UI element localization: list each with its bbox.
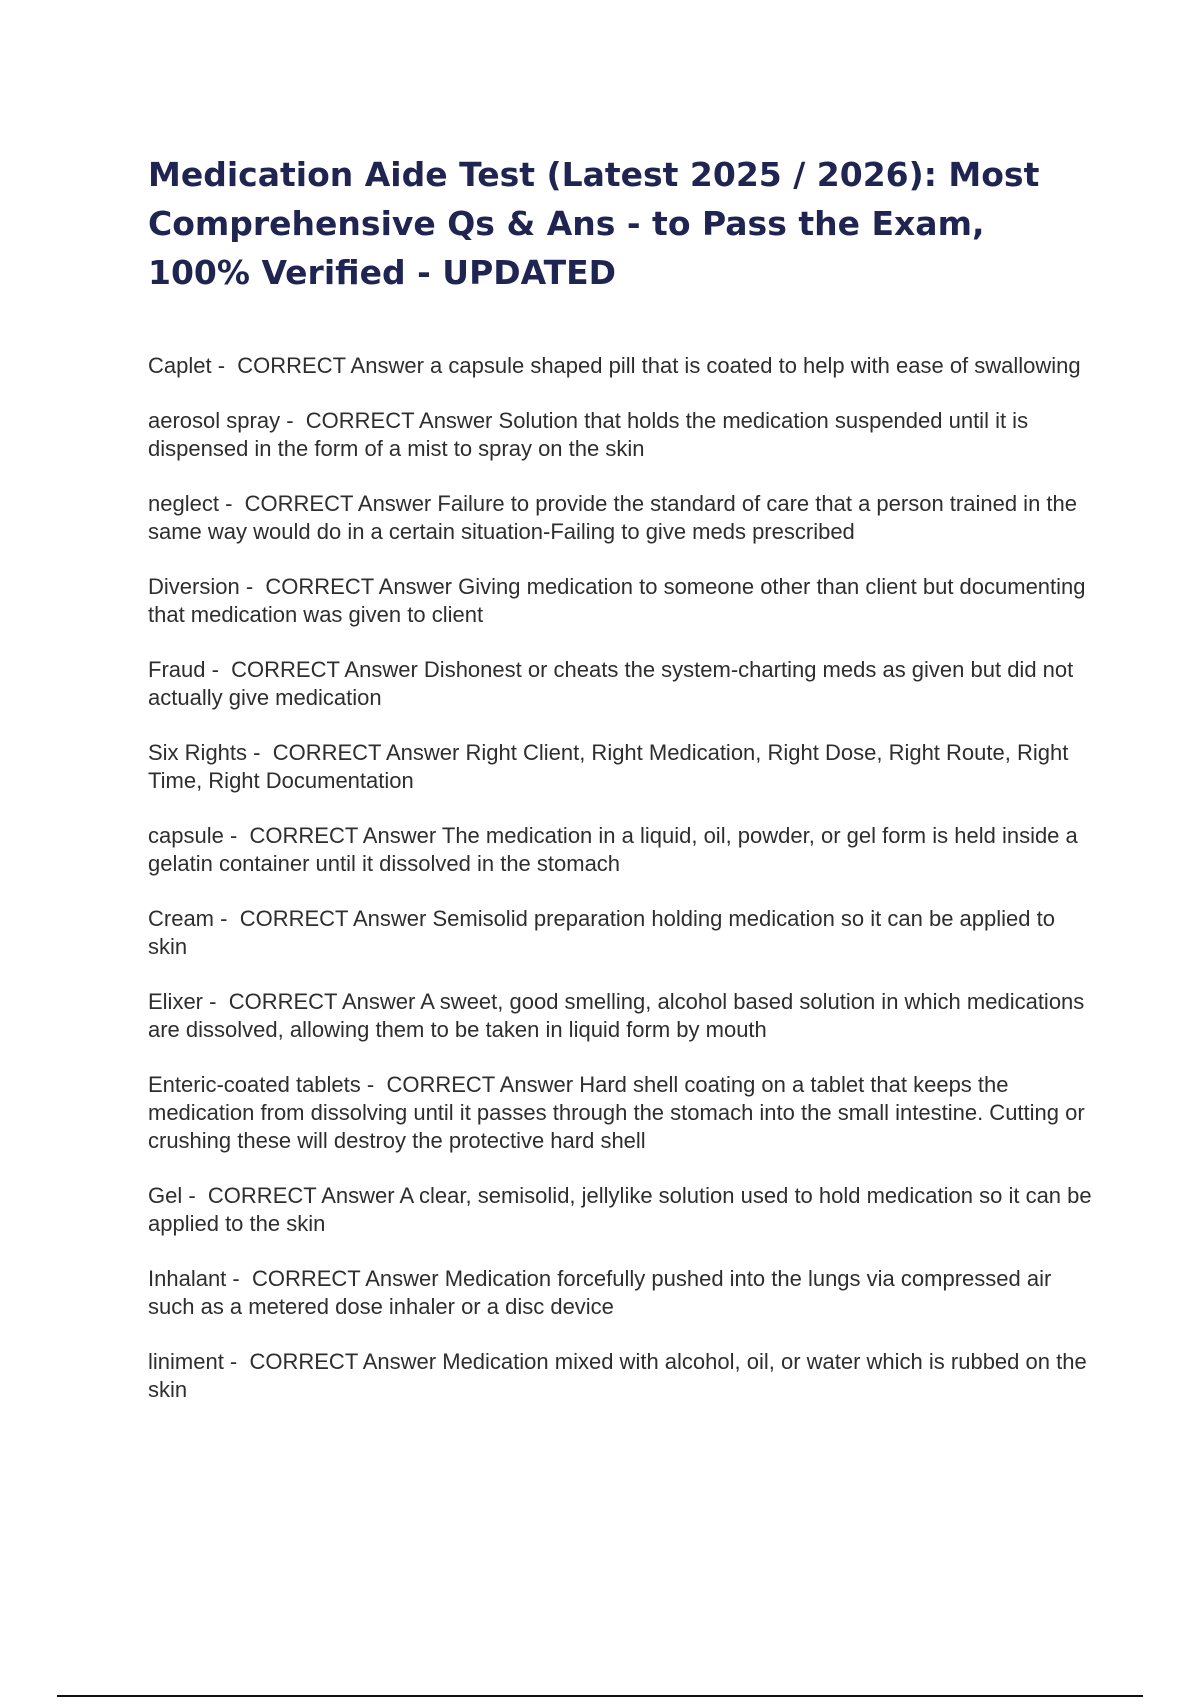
qa-term: capsule bbox=[148, 823, 224, 848]
footer-divider bbox=[57, 1695, 1143, 1697]
qa-term: aerosol spray bbox=[148, 408, 281, 433]
qa-separator: - bbox=[203, 989, 229, 1014]
qa-separator: - bbox=[214, 906, 240, 931]
qa-term: Caplet bbox=[148, 353, 212, 378]
qa-item bbox=[148, 573, 1098, 629]
answer-marker: CORRECT Answer bbox=[249, 823, 437, 848]
qa-separator: - bbox=[223, 1349, 250, 1374]
qa-separator: - bbox=[360, 1072, 387, 1097]
qa-item bbox=[148, 490, 1098, 546]
qa-separator: - bbox=[211, 353, 238, 378]
answer-marker: CORRECT Answer bbox=[272, 740, 460, 765]
qa-answer: Failure to provide the standard of care that a person trained in the same way would do in a certain situation-Failing to give meds prescribed bbox=[148, 491, 1078, 544]
answer-marker: CORRECT Answer bbox=[228, 989, 416, 1014]
qa-term: Enteric-coated tablets bbox=[148, 1072, 361, 1097]
qa-term: Fraud bbox=[148, 657, 206, 682]
qa-answer: A clear, semisolid, jellylike solution used to hold medication so it can be applied to the skin bbox=[148, 1183, 1092, 1236]
answer-marker: CORRECT Answer bbox=[249, 1349, 437, 1374]
qa-term: neglect bbox=[148, 491, 219, 516]
answer-marker: CORRECT Answer bbox=[237, 353, 424, 378]
qa-term: Elixer bbox=[148, 989, 204, 1014]
answer-marker: CORRECT Answer bbox=[251, 1266, 439, 1291]
qa-term: Inhalant bbox=[148, 1266, 227, 1291]
qa-list bbox=[148, 352, 1098, 1431]
answer-marker: CORRECT Answer bbox=[207, 1183, 395, 1208]
qa-term: Cream bbox=[148, 906, 215, 931]
qa-answer: Solution that holds the medication suspended until it is dispensed in the form of a mist to spray on the skin bbox=[148, 408, 1029, 461]
qa-item bbox=[148, 905, 1098, 961]
answer-marker: CORRECT Answer bbox=[244, 491, 432, 516]
qa-answer: Medication forcefully pushed into the lungs via compressed air such as a metered dose inhaler or a disc device bbox=[148, 1266, 1052, 1319]
document-page bbox=[48, 0, 1152, 1700]
qa-answer: A sweet, good smelling, alcohol based solution in which medications are dissolved, allowing them to be taken in liquid form by mouth bbox=[148, 989, 1085, 1042]
qa-item bbox=[148, 1265, 1098, 1321]
qa-separator: - bbox=[218, 491, 245, 516]
answer-marker: CORRECT Answer bbox=[265, 574, 453, 599]
qa-item bbox=[148, 407, 1098, 463]
qa-separator: - bbox=[247, 740, 273, 765]
qa-answer: Semisolid preparation holding medication so it can be applied to skin bbox=[148, 906, 1055, 959]
qa-answer: Giving medication to someone other than client but documenting that medication was given to client bbox=[148, 574, 1086, 627]
document-title: Medication Aide Test (Latest 2025 / 2026): Most Comprehensive Qs & Ans - to Pass the Exam, 100% Verified - UPDATED bbox=[148, 155, 1040, 292]
qa-item bbox=[148, 1071, 1098, 1155]
qa-item bbox=[148, 988, 1098, 1044]
qa-item bbox=[148, 656, 1098, 712]
qa-term: Diversion bbox=[148, 574, 240, 599]
answer-marker: CORRECT Answer bbox=[231, 657, 418, 682]
answer-marker: CORRECT Answer bbox=[239, 906, 427, 931]
answer-marker: CORRECT Answer bbox=[386, 1072, 574, 1097]
qa-item bbox=[148, 822, 1098, 878]
qa-separator: - bbox=[226, 1266, 252, 1291]
qa-term: Gel bbox=[148, 1183, 183, 1208]
answer-marker: CORRECT Answer bbox=[305, 408, 493, 433]
qa-answer: a capsule shaped pill that is coated to help with ease of swallowing bbox=[430, 353, 1081, 378]
qa-item bbox=[148, 352, 1098, 380]
qa-answer: Right Client, Right Medication, Right Dose, Right Route, Right Time, Right Documentation bbox=[148, 740, 1069, 793]
qa-term: Six Rights bbox=[148, 740, 248, 765]
qa-separator: - bbox=[223, 823, 250, 848]
qa-separator: - bbox=[280, 408, 306, 433]
qa-item bbox=[148, 1182, 1098, 1238]
qa-answer: The medication in a liquid, oil, powder, or gel form is held inside a gelatin container until it dissolved in the stomach bbox=[148, 823, 1078, 876]
qa-answer: Hard shell coating on a tablet that keeps the medication from dissolving until it passes through the stomach into the small intestine. Cutting or crushing these will destroy the protective hard shell bbox=[148, 1072, 1085, 1153]
qa-item bbox=[148, 1348, 1098, 1404]
qa-term: liniment bbox=[148, 1349, 224, 1374]
qa-separator: - bbox=[182, 1183, 208, 1208]
qa-item bbox=[148, 739, 1098, 795]
qa-separator: - bbox=[205, 657, 232, 682]
qa-separator: - bbox=[239, 574, 266, 599]
qa-answer: Dishonest or cheats the system-charting meds as given but did not actually give medication bbox=[148, 657, 1074, 710]
qa-answer: Medication mixed with alcohol, oil, or water which is rubbed on the skin bbox=[148, 1349, 1087, 1402]
